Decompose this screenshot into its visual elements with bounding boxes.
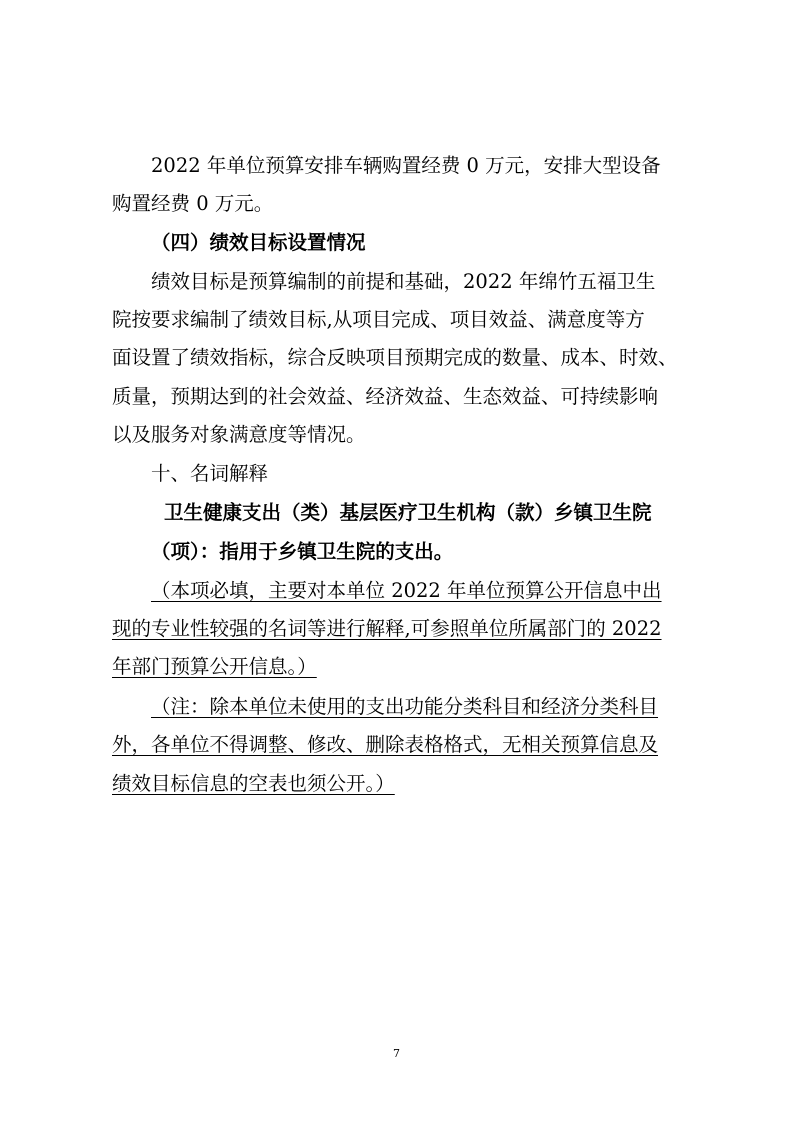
note-line: 年部门预算公开信息。）: [112, 655, 317, 678]
section-heading: （四）绩效目标设置情况: [151, 231, 366, 254]
section-heading: 十、名词解释: [151, 462, 269, 485]
note-line: 现的专业性较强的名词等进行解释,可参照单位所属部门的 2022: [112, 617, 662, 640]
note-line: 外，各单位不得调整、修改、删除表格格式，无相关预算信息及: [112, 733, 659, 756]
paragraph-line: 院按要求编制了绩效目标,从项目完成、项目效益、满意度等方: [112, 308, 645, 331]
paragraph-line: 面设置了绩效指标，综合反映项目预期完成的数量、成本、时效、: [112, 346, 678, 369]
term-definition-line: 卫生健康支出（类）基层医疗卫生机构（款）乡镇卫生院: [164, 501, 652, 524]
paragraph-line: 购置经费 0 万元。: [112, 192, 274, 215]
note-line: （注：除本单位未使用的支出功能分类科目和经济分类科目: [151, 695, 659, 718]
note-line: 绩效目标信息的空表也须公开。）: [112, 772, 395, 795]
page-number: 7: [393, 1047, 400, 1060]
term-definition-line: （项）：指用于乡镇卫生院的支出。: [151, 540, 454, 563]
note-line: （本项必填，主要对本单位 2022 年单位预算公开信息中出: [151, 579, 662, 602]
paragraph-line: 以及服务对象满意度等情况。: [112, 423, 366, 446]
paragraph-line: 2022 年单位预算安排车辆购置经费 0 万元，安排大型设备: [151, 154, 661, 177]
paragraph-line: 绩效目标是预算编制的前提和基础，2022 年绵竹五福卫生: [151, 270, 656, 293]
paragraph-line: 质量，预期达到的社会效益、经济效益、生态效益、可持续影响: [112, 385, 659, 408]
